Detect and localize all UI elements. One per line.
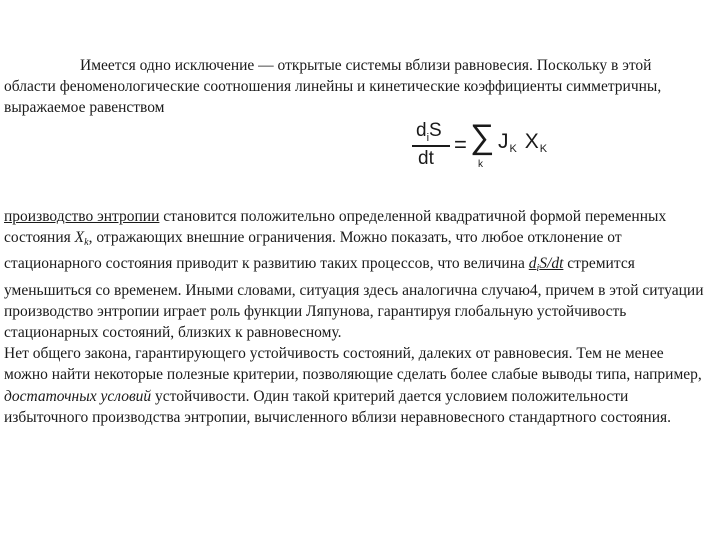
- rate-rest: S/dt: [539, 255, 564, 273]
- main-paragraph: [4, 206, 708, 428]
- force-x: X: [524, 130, 540, 153]
- text-segment: , отражающих внешние ограничения. Можно показать, что любое отклонение от стационарного состояния приводит к развитию таких процессов, что величина: [4, 229, 622, 273]
- state-variable: X: [74, 229, 85, 247]
- intro-text: Имеется одно исключение — открытые системы вблизи равновесия. Поскольку в этой области феноменологические соотношения линейны и кинетические коэффициенты симметричны, выражаемое равенством: [4, 57, 662, 116]
- numerator-d: d: [416, 120, 427, 141]
- entropy-production-formula: [412, 118, 552, 176]
- equals-sign: =: [454, 132, 467, 157]
- text-segment: становится положительно определенной квадратичной формой переменных состояния: [4, 208, 667, 247]
- formula-numerator: [416, 120, 442, 144]
- rate-d: d: [528, 255, 537, 273]
- intro-paragraph: [4, 55, 704, 118]
- state-variable-sub: k: [84, 237, 89, 249]
- force-sub: K: [539, 143, 549, 155]
- text-segment: Нет общего закона, гарантирующего устойчивость состояний, далеких от равновесия. Тем не менее можно найти некоторые полезные критерии, позволяющие сделать более слабые выводы типа, например,: [4, 345, 702, 384]
- sufficient-conditions-term: достаточных условий: [4, 387, 152, 405]
- rate-sub: i: [536, 263, 540, 275]
- numerator-s: S: [429, 120, 442, 141]
- fraction-bar: [412, 145, 450, 147]
- entropy-rate-quantity: [528, 255, 564, 275]
- text-segment: стремится уменьшиться со временем. Иными словами, ситуация здесь аналогична случаю4, причем в этой ситуации производство энтропии играет роль функции Ляпунова, гарантируя глобальную устойчивость стационарных состояний, близких к равновесному.: [4, 255, 704, 342]
- formula-denominator: dt: [418, 148, 434, 169]
- flux-sub: K: [509, 143, 518, 155]
- entropy-production-term: производство энтропии: [4, 208, 160, 225]
- text-segment: устойчивости. Один такой критерий дается условием положительности избыточного производства энтропии, вычисленного вблизи неравновесного стандартного состояния.: [4, 387, 672, 426]
- sum-index: k: [478, 159, 483, 170]
- numerator-sub: i: [426, 131, 430, 144]
- flux-j: J: [498, 130, 510, 153]
- flux-force-product: [498, 130, 548, 155]
- sum-symbol: ∑: [470, 118, 495, 156]
